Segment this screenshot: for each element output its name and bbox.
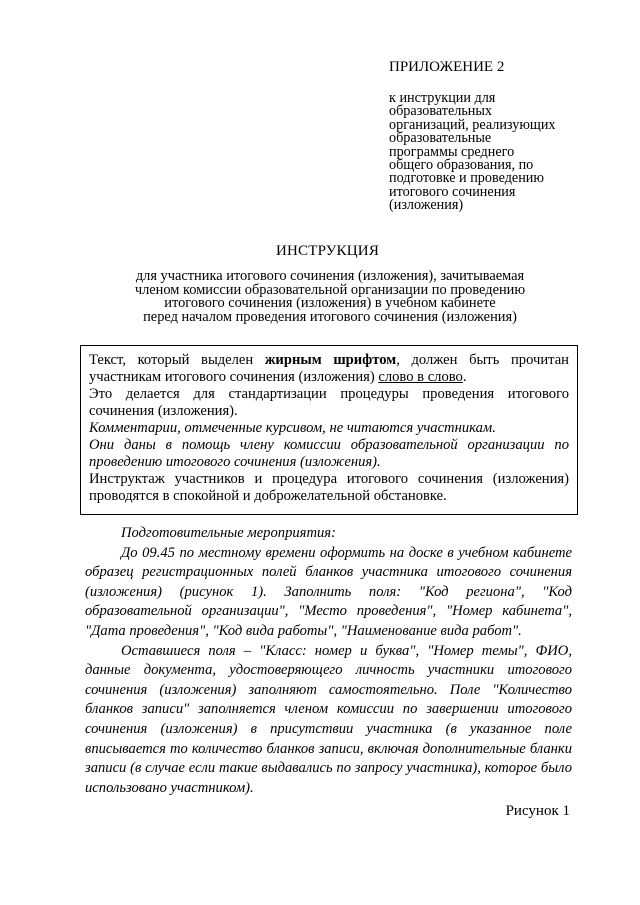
body-text bbox=[85, 524, 572, 798]
subtitle-line: перед началом проведения итогового сочинения (изложения) bbox=[143, 308, 517, 325]
document-subtitle bbox=[110, 270, 550, 324]
subtitle-line: для участника итогового сочинения (изложения), зачитываемая bbox=[135, 268, 525, 284]
body-paragraph: Оставшиеся поля – "Класс: номер и буква", "Номер темы", ФИО, данные документа, удостоверяющего личность участники итогового сочинения (изложения) заполняют самостоятельно. Поле "Количество бланков записи" заполняется членом комиссии по завершении итогового сочинения (изложения) в присутствии участника (в указанное поле вписывается то количество бланков записи, включая дополнительные бланки записи (в случае если такие выдавались по запросу участника), которое было использовано участником). bbox=[85, 642, 572, 796]
appendix-line: общего образования, по bbox=[389, 157, 534, 174]
body-heading: Подготовительные мероприятия: bbox=[121, 525, 336, 541]
note-paragraph-help: Они даны в помощь члену комиссии образовательной организации по проведению итогового сочинения (изложения). bbox=[89, 437, 569, 470]
note-paragraph-purpose: Это делается для стандартизации процедуры проведения итогового сочинения (изложения). bbox=[89, 386, 569, 419]
note-text: . bbox=[462, 369, 467, 385]
note-paragraph-comments: Комментарии, отмеченные курсивом, не читаются участникам. bbox=[89, 420, 496, 436]
document-title: ИНСТРУКЦИЯ bbox=[275, 243, 380, 259]
appendix-line: программы среднего bbox=[389, 143, 515, 160]
figure-reference: Рисунок 1 bbox=[505, 803, 570, 819]
note-paragraph-atmosphere: Инструктаж участников и процедура итогового сочинения (изложения) проводятся в спокойной и доброжелательной обстановке. bbox=[89, 471, 569, 504]
appendix-line: к инструкции для bbox=[389, 90, 496, 106]
appendix-block bbox=[389, 58, 589, 213]
instruction-note-box bbox=[80, 345, 578, 515]
note-bold-text: жирным шрифтом bbox=[264, 352, 397, 368]
subtitle-line: итогового сочинения (изложения) в учебном кабинете bbox=[164, 295, 496, 312]
note-paragraph-reading-rules bbox=[89, 352, 569, 386]
appendix-line: подготовке и проведению bbox=[389, 170, 545, 187]
body-paragraph: До 09.45 по местному времени оформить на доске в учебном кабинете образец регистрационных полей бланков участника итогового сочинения (изложения) (рисунок 1). Заполнить поля: "Код региона", "Код образовательной организации", "Место проведения", "Номер кабинета", "Дата проведения", "Код вида работы", "Наименование вида работ". bbox=[85, 544, 572, 639]
appendix-line: итогового сочинения bbox=[389, 183, 516, 200]
note-text: , должен быть прочитан участникам итогового сочинения (изложения) bbox=[89, 352, 569, 385]
subtitle-line: членом комиссии образовательной организации по проведению bbox=[134, 281, 526, 298]
appendix-line: организаций, реализующих bbox=[389, 116, 556, 133]
appendix-line: образовательные bbox=[389, 130, 492, 147]
appendix-line: образовательных bbox=[389, 103, 493, 120]
note-underlined-text: слово в слово bbox=[378, 369, 463, 385]
appendix-text bbox=[389, 92, 589, 213]
appendix-title: ПРИЛОЖЕНИЕ 2 bbox=[389, 59, 505, 75]
appendix-line: (изложения) bbox=[389, 197, 464, 214]
note-text: Текст, который выделен bbox=[89, 352, 265, 368]
